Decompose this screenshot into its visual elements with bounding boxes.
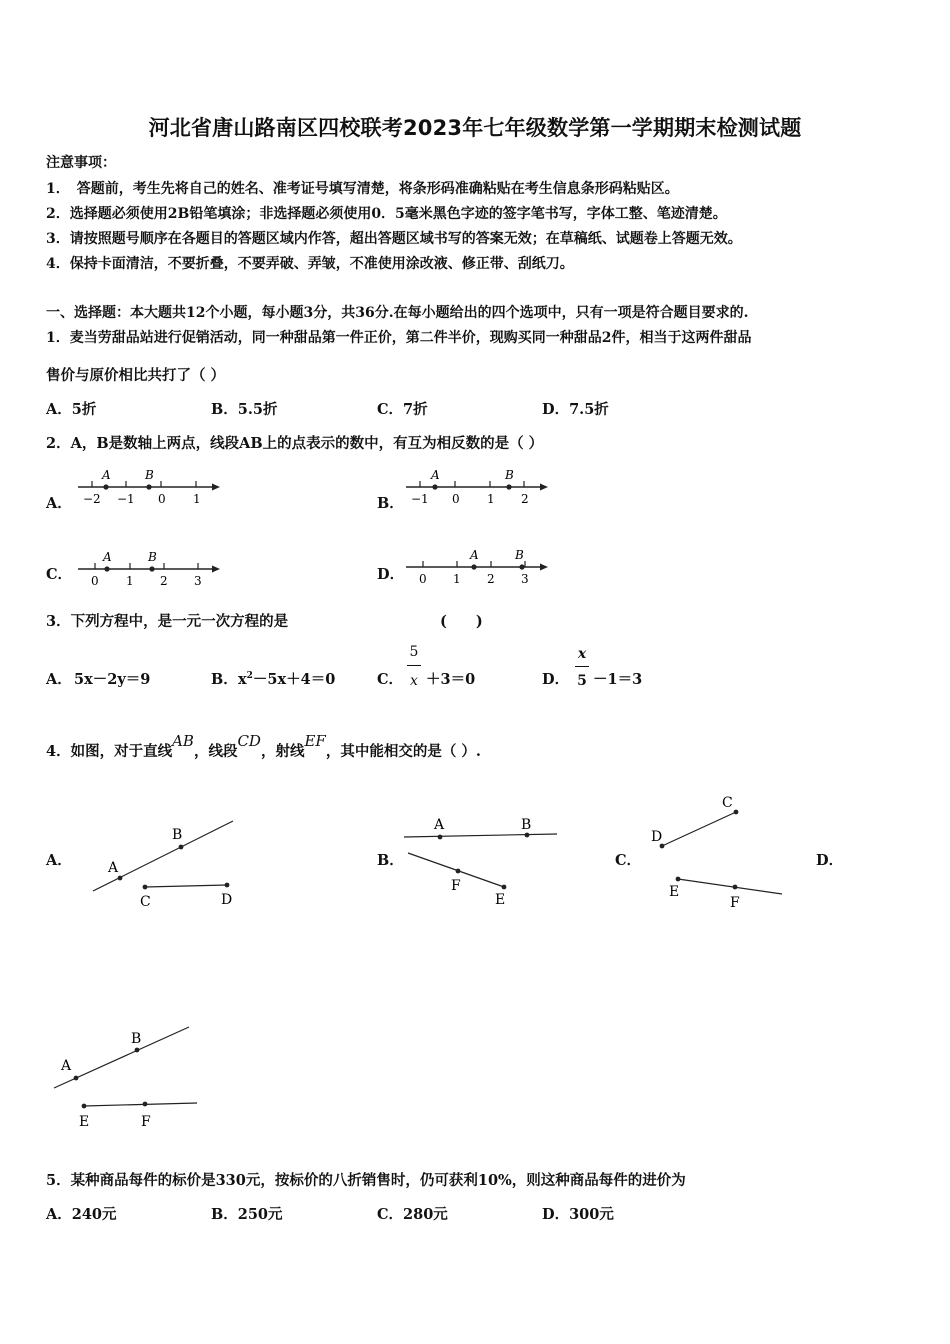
q2c-point-b: B: [148, 550, 157, 564]
q4a-label-c: C: [140, 894, 151, 910]
q2a-point-a: A: [102, 468, 111, 482]
q2b-point-b: B: [505, 468, 514, 482]
q3-option-b-base: x: [238, 671, 247, 688]
q2-number-line-a: [74, 462, 224, 508]
q4-stem-part4: ，其中能相交的是（ ）.: [325, 743, 481, 760]
q4-label-d: D．: [816, 852, 844, 869]
q3-option-d-denominator: 5: [577, 673, 587, 689]
q2-number-line-b: [402, 462, 552, 508]
q4-ray-ef: EF: [304, 732, 326, 750]
q2d-tick-2: 1: [453, 572, 461, 586]
q4c-label-e: E: [669, 884, 680, 900]
q4-segment-cd: CD: [237, 732, 261, 750]
q2b-tick-1: −1: [411, 492, 429, 506]
q4c-label-c: C: [722, 795, 733, 811]
q4-label-a: A．: [46, 852, 72, 869]
note-item-1: 1． 答题前，考生先将自己的姓名、准考证号填写清楚，将条形码准确粘贴在考生信息条形码粘贴区。: [46, 181, 679, 197]
q2-label-d: D．: [377, 566, 405, 583]
q2a-tick-4: 1: [193, 492, 201, 506]
q4b-label-b: B: [521, 817, 532, 833]
q4-label-b: B．: [377, 852, 404, 869]
q3-option-b-sup: 2: [246, 671, 253, 682]
q4d-label-f: F: [141, 1114, 151, 1130]
q3-stem: 3．下列方程中，是一元一次方程的是: [46, 613, 289, 630]
q4b-label-f: F: [451, 878, 461, 894]
q4-figure-d: [46, 1018, 206, 1133]
q5-option-b: B．250元: [211, 1206, 283, 1223]
notes-heading: 注意事项：: [46, 155, 116, 171]
q2-number-line-d: [402, 544, 552, 590]
q2d-tick-4: 3: [521, 572, 529, 586]
q2-label-b: B．: [377, 495, 404, 512]
q2a-point-b: B: [145, 468, 154, 482]
section-heading: 一、选择题：本大题共12个小题，每小题3分，共36分.在每小题给出的四个选项中，只有一项是符合题目要求的.: [46, 305, 749, 321]
q3-label-d: D．: [542, 671, 570, 688]
q2b-tick-4: 2: [521, 492, 529, 506]
q2d-tick-1: 0: [419, 572, 427, 586]
q4d-label-e: E: [79, 1114, 90, 1130]
q3-option-b-rest: －5x＋4＝0: [252, 671, 336, 688]
q4-stem-part2: ，线段: [193, 743, 238, 760]
q4-figure-a: [85, 812, 245, 912]
q4-label-c: C．: [615, 852, 642, 869]
q5-option-d: D．300元: [542, 1206, 614, 1223]
q4d-label-a: A: [61, 1058, 72, 1074]
q2d-point-b: B: [515, 548, 524, 562]
q3-option-a: 5x－2y＝9: [74, 671, 151, 688]
q2c-point-a: A: [103, 550, 112, 564]
q4-figure-b: [400, 812, 565, 912]
q2-stem: 2．A，B是数轴上两点，线段AB上的点表示的数中，有互为相反数的是（ ）: [46, 435, 544, 452]
q4b-label-e: E: [495, 892, 506, 908]
q4-stem-part3: ，射线: [260, 743, 305, 760]
q2a-tick-3: 0: [158, 492, 166, 506]
q1-option-a: A．5折: [46, 401, 97, 418]
note-item-2: 2．选择题必须使用2B铅笔填涂；非选择题必须使用0．5毫米黑色字迹的签字笔书写，字体工整、笔迹清楚。: [46, 206, 727, 222]
q2c-tick-2: 1: [126, 574, 134, 588]
q2-label-a: A．: [46, 495, 72, 512]
q3-option-b: [238, 668, 335, 689]
q3-option-d-fraction-bar: [575, 666, 589, 667]
q2d-point-a: A: [470, 548, 479, 562]
q4-line-ab: AB: [172, 732, 194, 750]
q4c-label-d: D: [651, 829, 663, 845]
q3-option-d-numerator: x: [577, 646, 587, 662]
q4-figure-c: [640, 792, 800, 917]
q2b-point-a: A: [431, 468, 440, 482]
q4b-label-a: A: [434, 817, 445, 833]
note-item-3: 3．请按照题号顺序在各题目的答题区域内作答，超出答题区域书写的答案无效；在草稿纸、试题卷上答题无效。: [46, 231, 742, 247]
q3-option-c-numerator: 5: [409, 644, 419, 660]
note-item-4: 4．保持卡面清洁，不要折叠，不要弄破、弄皱，不准使用涂改液、修正带、刮纸刀。: [46, 256, 574, 272]
q1-stem-line1: 1．麦当劳甜品站进行促销活动，同一种甜品第一件正价，第二件半价，现购买同一种甜品2件，相当于这两件甜品: [46, 330, 752, 346]
q4a-label-d: D: [221, 892, 233, 908]
q3-option-c-fraction-bar: [407, 665, 421, 666]
q2c-tick-3: 2: [160, 574, 168, 588]
q5-option-c: C．280元: [377, 1206, 448, 1223]
q4a-label-b: B: [172, 827, 183, 843]
q2-number-line-c: [74, 546, 224, 592]
q2a-tick-1: −2: [83, 492, 101, 506]
q2b-tick-3: 1: [487, 492, 495, 506]
q1-option-b: B．5.5折: [211, 401, 278, 418]
q2c-tick-1: 0: [91, 574, 99, 588]
q5-stem: 5．某种商品每件的标价是330元，按标价的八折销售时，仍可获利10%，则这种商品每件的进价为: [46, 1172, 686, 1189]
q3-paren: ( ): [440, 613, 483, 630]
q2c-tick-4: 3: [194, 574, 202, 588]
q3-label-a: A．: [46, 671, 72, 688]
q3-label-b: B．: [211, 671, 238, 688]
q1-option-d: D．7.5折: [542, 401, 609, 418]
q4-stem: [46, 732, 481, 761]
q4c-label-f: F: [730, 895, 740, 911]
q3-label-c: C．: [377, 671, 404, 688]
q4d-label-b: B: [131, 1031, 142, 1047]
q3-option-c-rest: ＋3＝0: [426, 671, 476, 688]
q2a-tick-2: −1: [117, 492, 135, 506]
page-title: 河北省唐山路南区四校联考2023年七年级数学第一学期期末检测试题: [148, 116, 802, 140]
q2-label-c: C．: [46, 566, 73, 583]
q2b-tick-2: 0: [452, 492, 460, 506]
q3-option-d-rest: －1＝3: [593, 671, 643, 688]
q3-option-c-denominator: x: [410, 673, 418, 689]
q1-stem-line2: 售价与原价相比共打了（ ）: [46, 367, 226, 384]
q4-stem-part1: 4．如图，对于直线: [46, 743, 173, 760]
q1-option-c: C．7折: [377, 401, 428, 418]
q5-option-a: A．240元: [46, 1206, 117, 1223]
q2d-tick-3: 2: [487, 572, 495, 586]
q4a-label-a: A: [108, 860, 119, 876]
